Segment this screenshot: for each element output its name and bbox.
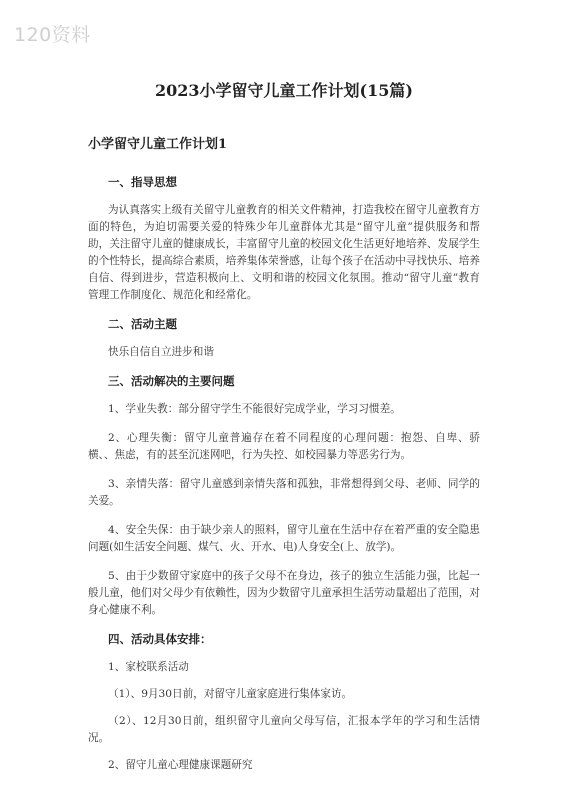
paragraph: 1、学业失教：部分留守学生不能很好完成学业，学习习惯差。: [108, 403, 401, 415]
paragraph: 1、家校联系活动: [108, 661, 189, 673]
paragraph: 2、心理失衡：留守儿童普遍存在着不同程度的心理问题：抱怨、自卑、骄横、、焦虑，有的甚至沉迷网吧，行为失控、如校园暴力等恶劣行为。: [88, 432, 480, 461]
section-guiding-ideology: [88, 174, 480, 304]
section-title: 小学留守儿童工作计划1: [88, 137, 228, 152]
section-activity-theme: [88, 316, 480, 361]
paragraph: 为认真落实上级有关留守儿童教育的相关文件精神，打造我校在留守儿童教育方面的特色，为迫切需要关爱的特殊少年儿童群体尤其是“留守儿童”提供服务和帮助，关注留守儿童的健康成长，丰富留守儿童的校园文化生活更好地培养、发展学生的个性特长，提高综合素质，培养集体荣誉感，让每个孩子在活动中寻找快乐、培养自信、得到进步，营造积极向上、文明和谐的校园文化氛围。推动“留守儿童”教育管理工作制度化、规范化和经常化。: [88, 204, 480, 301]
section-heading: 三、活动解决的主要问题: [108, 374, 235, 388]
section-heading: 一、指导思想: [108, 175, 177, 189]
section-activity-arrangement: [88, 631, 480, 774]
section-main-problems: [88, 373, 480, 619]
section-heading: 二、活动主题: [108, 317, 177, 331]
paragraph: 快乐自信自立进步和谐: [108, 346, 214, 358]
paragraph: （2）、12月30日前，组织留守儿童向父母写信，汇报本学年的学习和生活情况。: [88, 715, 480, 744]
paragraph: 4、安全失保：由于缺少亲人的照料，留守儿童在生活中存在着严重的安全隐患问题(如生活安全问题、煤气、火、开水、电)人身安全(上、放学)。: [88, 524, 480, 553]
section-heading: 四、活动具体安排：: [108, 632, 212, 646]
paragraph: （1）、9月30日前，对留守儿童家庭进行集体家访。: [108, 688, 353, 700]
watermark: 120资料: [14, 24, 91, 46]
paragraph: 2、留守儿童心理健康课题研究: [108, 759, 253, 771]
document-page: [88, 78, 480, 784]
document-title: 2023小学留守儿童工作计划(15篇): [155, 81, 413, 100]
paragraph: 3、亲情失落：留守儿童感到亲情失落和孤独，非常想得到父母、老师、同学的关爱。: [88, 478, 480, 507]
paragraph: 5、由于少数留守家庭中的孩子父母不在身边，孩子的独立生活能力强，比起一般儿童，他们对父母少有依赖性，因为少数留守儿童承担生活劳动量超出了范围，对身心健康不利。: [88, 570, 480, 616]
